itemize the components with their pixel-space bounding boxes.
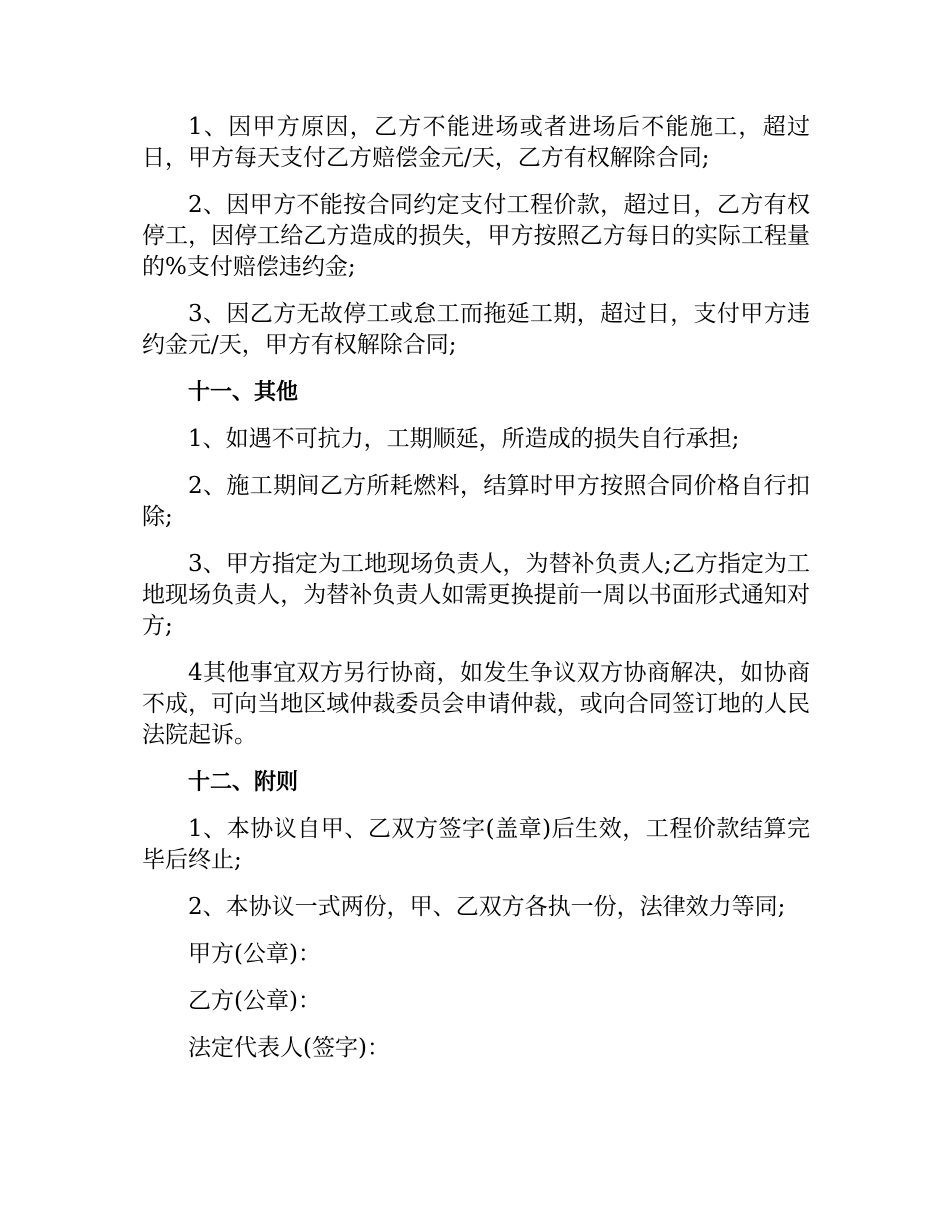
section-11-heading: 十一、其他 xyxy=(188,380,299,405)
clause-10-1: 1、因甲方原因，乙方不能进场或者进场后不能施工，超过日，甲方每天支付乙方赔偿金元/天，乙方有权解除合同; xyxy=(142,114,810,171)
clause-10-3: 3、因乙方无故停工或怠工而拖延工期，超过日，支付甲方违约金元/天，甲方有权解除合同; xyxy=(142,301,810,358)
signature-legal-rep: 法定代表人(签字)： xyxy=(188,1035,390,1061)
clause-11-3: 3、甲方指定为工地现场负责人，为替补负责人;乙方指定为工地现场负责人，为替补负责人如需更换提前一周以书面形式通知对方; xyxy=(142,551,810,639)
clause-11-2: 2、施工期间乙方所耗燃料，结算时甲方按照合同价格自行扣除; xyxy=(142,473,810,530)
section-12-heading: 十二、附则 xyxy=(188,770,299,795)
clause-11-4: 4其他事宜双方另行协商，如发生争议双方协商解决，如协商不成，可向当地区域仲裁委员会申请仲裁，或向合同签订地的人民法院起诉。 xyxy=(142,660,810,748)
clause-11-1: 1、如遇不可抗力，工期顺延，所造成的损失自行承担; xyxy=(188,426,740,452)
signature-party-b: 乙方(公章)： xyxy=(188,988,321,1014)
signature-party-a: 甲方(公章)： xyxy=(188,941,321,967)
clause-10-2: 2、因甲方不能按合同约定支付工程价款，超过日，乙方有权停工，因停工给乙方造成的损失，甲方按照乙方每日的实际工程量的%支付赔偿违约金; xyxy=(142,192,810,280)
clause-12-1: 1、本协议自甲、乙双方签字(盖章)后生效，工程价款结算完毕后终止; xyxy=(142,816,810,873)
clause-12-2: 2、本协议一式两份，甲、乙双方各执一份，法律效力等同; xyxy=(188,894,786,920)
document-page xyxy=(142,112,810,1064)
